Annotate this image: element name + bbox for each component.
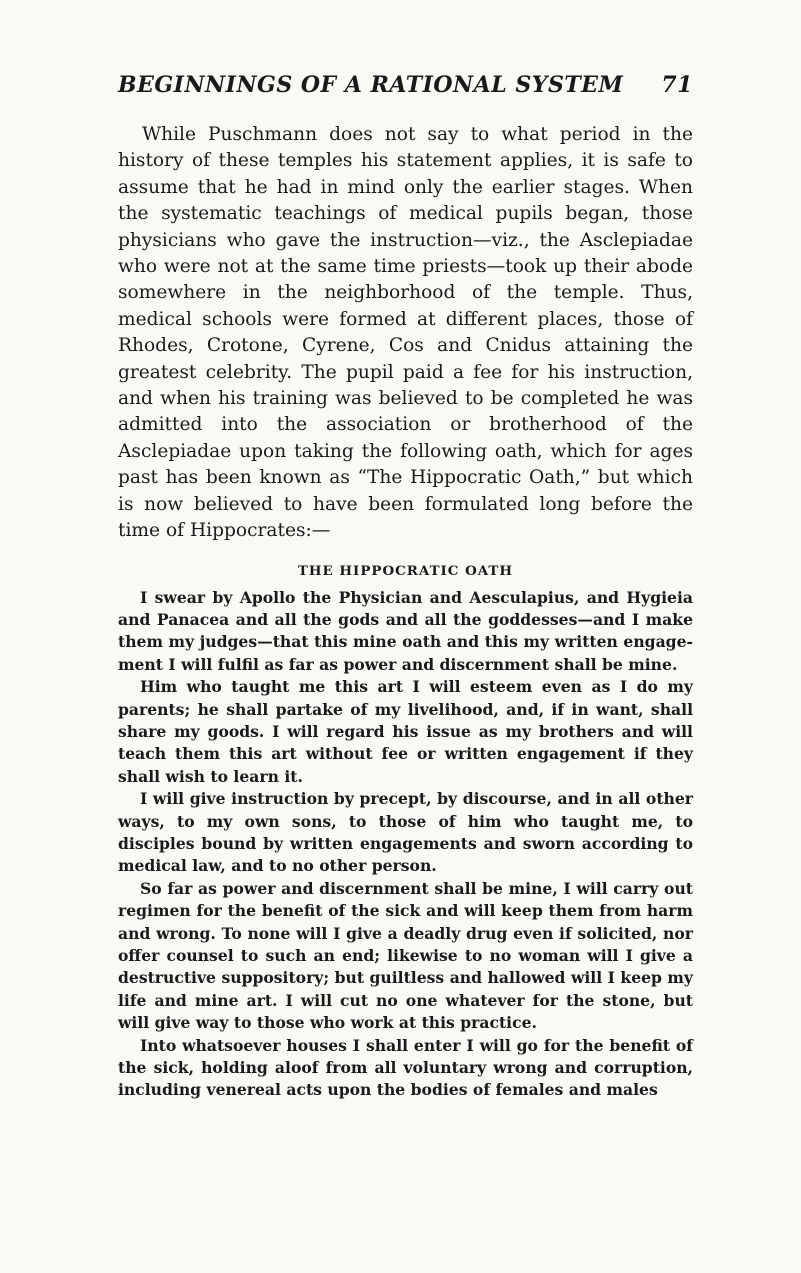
- oath-paragraph: I will give instruction by precept, by discourse, and in all other ways, to my own sons, to those of him who taught me, to disciples bound by written engagements and sworn according to medical law, and to no other person.: [118, 789, 693, 876]
- running-head: [118, 72, 693, 108]
- book-page: [118, 72, 693, 1102]
- oath-paragraph: Him who taught me this art I will esteem even as I do my parents; he shall partake of my livelihood, and, if in want, shall share my goods. I will regard his issue as my brothers and will teach them this art without fee or written engagement if they shall wish to learn it.: [118, 677, 693, 786]
- running-head-title: BEGINNINGS OF A RATIONAL SYSTEM: [118, 72, 624, 98]
- body-paragraph: While Puschmann does not say to what period in the history of these temples his statement applies, it is safe to assume that he had in mind only the earlier stages. When the systematic teachings of medical pupils began, those physicians who gave the instruction—viz., the Asclepiadae who were not at the same time priests—took up their abode somewhere in the neighborhood of the temple. Thus, medical schools were formed at different places, those of Rhodes, Crotone, Cyrene, Cos and Cnidus attaining the greatest celebrity. The pupil paid a fee for his instruction, and when his training was believed to be completed he was admitted into the association or brotherhood of the Asclepiadae upon taking the following oath, which for ages past has been known as “The Hippocratic Oath,” but which is now believed to have been formulated long before the time of Hippocrates:—: [118, 124, 693, 542]
- oath-paragraph: So far as power and discernment shall be mine, I will carry out regimen for the benefit of the sick and will keep them from harm and wrong. To none will I give a deadly drug even if solicited, nor offer counsel to such an end; likewise to no woman will I give a destructive suppository; but guiltless and hallowed will I keep my life and mine art. I will cut no one whatever for the stone, but will give way to those who work at this practice.: [118, 878, 693, 1033]
- oath-heading: THE HIPPOCRATIC OATH: [297, 562, 514, 579]
- oath-paragraph: I swear by Apollo the Physician and Aesculapius, and Hygieia and Panacea and all the gods and all the goddesses—and I make them my judges—that this mine oath and this my written engagement I will fulfil as far as power and discernment shall be mine.: [118, 587, 693, 674]
- page-number: 71: [661, 72, 693, 98]
- oath-text: [118, 587, 693, 1102]
- oath-paragraph: Into whatsoever houses I shall enter I will go for the benefit of the sick, holding aloof from all voluntary wrong and corruption, including venereal acts upon the bodies of females and males: [118, 1035, 693, 1100]
